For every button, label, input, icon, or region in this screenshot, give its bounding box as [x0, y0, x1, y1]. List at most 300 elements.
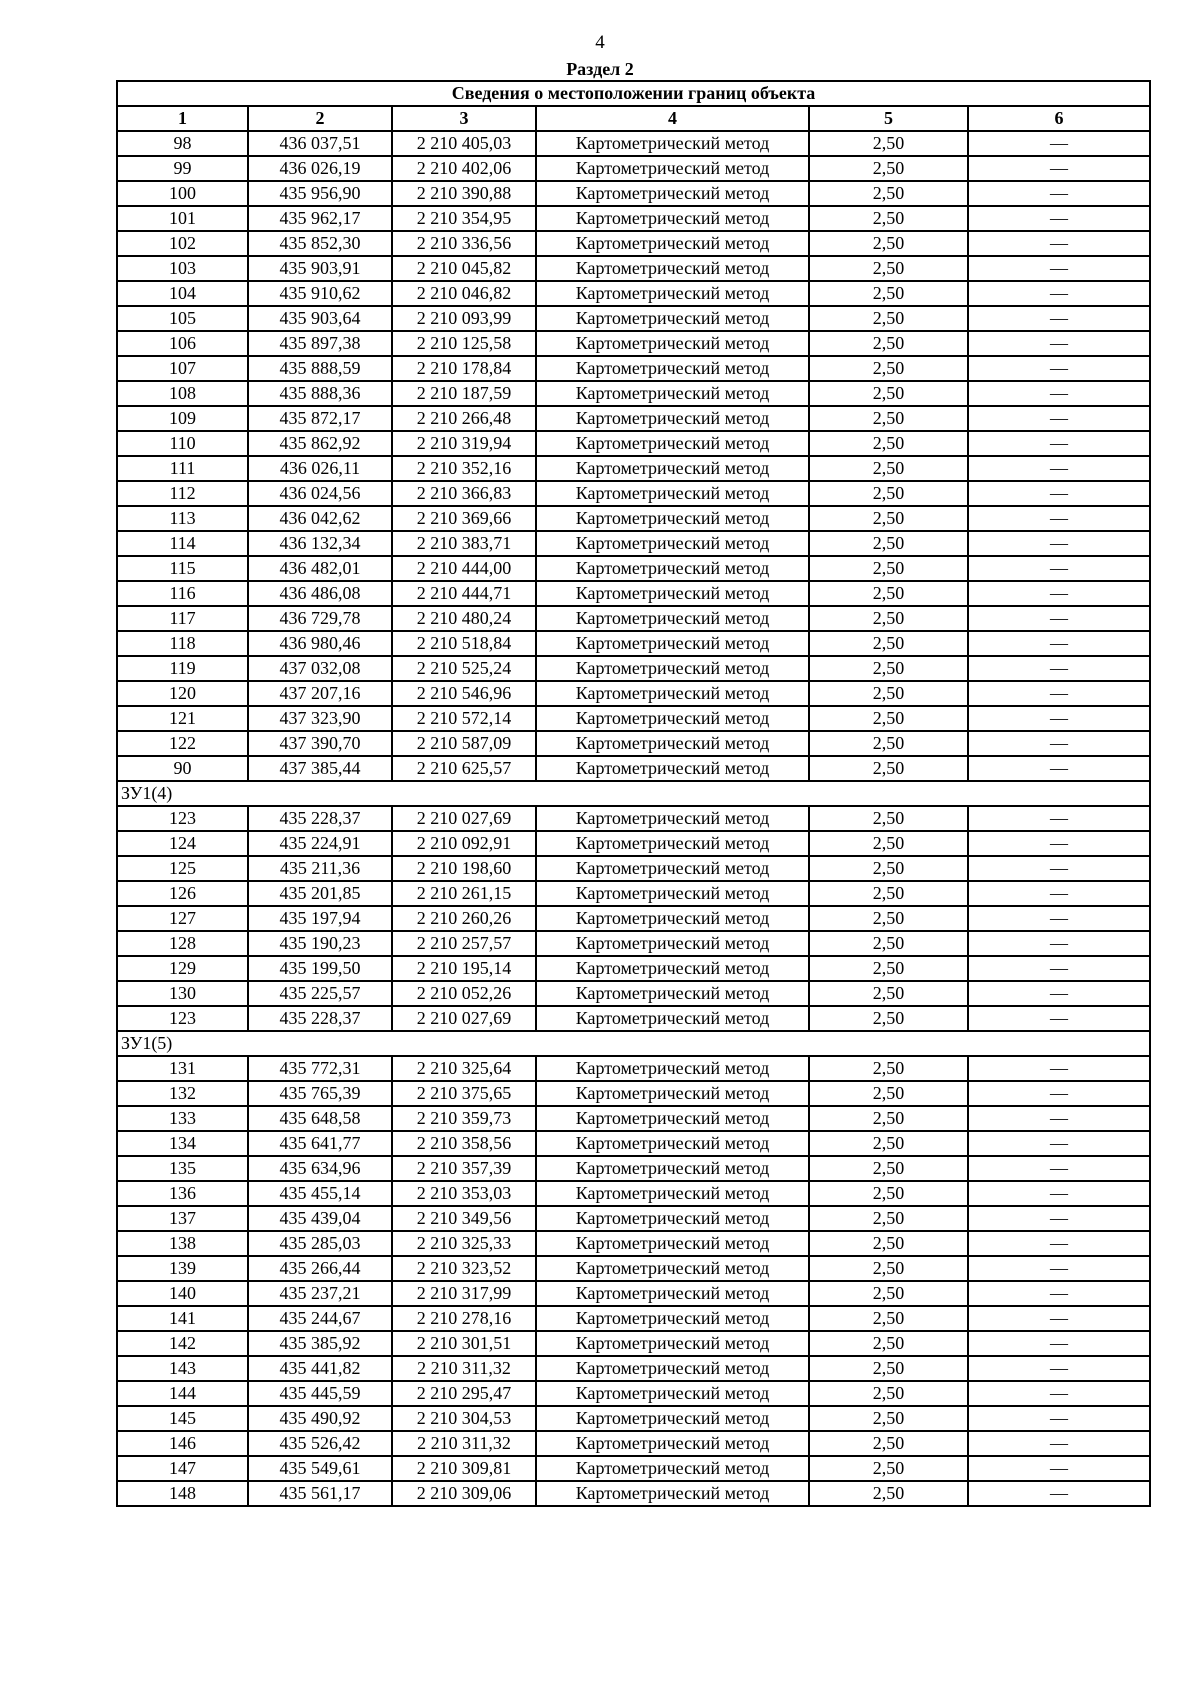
y-coordinate-cell: 2 210 311,32	[392, 1431, 536, 1456]
accuracy-cell: 2,50	[809, 606, 968, 631]
y-coordinate-cell: 2 210 349,56	[392, 1206, 536, 1231]
description-cell: —	[968, 831, 1150, 856]
table-row	[117, 256, 1150, 281]
description-cell: —	[968, 1156, 1150, 1181]
accuracy-cell: 2,50	[809, 756, 968, 781]
method-cell: Картометрический метод	[536, 156, 809, 181]
method-cell: Картометрический метод	[536, 556, 809, 581]
description-cell: —	[968, 1356, 1150, 1381]
table-row	[117, 506, 1150, 531]
x-coordinate-cell: 435 441,82	[248, 1356, 392, 1381]
accuracy-cell: 2,50	[809, 256, 968, 281]
accuracy-cell: 2,50	[809, 681, 968, 706]
description-cell: —	[968, 506, 1150, 531]
y-coordinate-cell: 2 210 359,73	[392, 1106, 536, 1131]
column-number-5: 5	[809, 106, 968, 131]
x-coordinate-cell: 435 224,91	[248, 831, 392, 856]
table-row	[117, 881, 1150, 906]
table-row	[117, 206, 1150, 231]
description-cell: —	[968, 706, 1150, 731]
accuracy-cell: 2,50	[809, 906, 968, 931]
point-number-cell: 109	[117, 406, 248, 431]
x-coordinate-cell: 435 197,94	[248, 906, 392, 931]
y-coordinate-cell: 2 210 295,47	[392, 1381, 536, 1406]
accuracy-cell: 2,50	[809, 1306, 968, 1331]
description-cell: —	[968, 1231, 1150, 1256]
group-label: ЗУ1(5)	[117, 1031, 1150, 1056]
x-coordinate-cell: 435 445,59	[248, 1381, 392, 1406]
method-cell: Картометрический метод	[536, 1231, 809, 1256]
table-row	[117, 756, 1150, 781]
table-row	[117, 956, 1150, 981]
description-cell: —	[968, 456, 1150, 481]
y-coordinate-cell: 2 210 052,26	[392, 981, 536, 1006]
accuracy-cell: 2,50	[809, 1456, 968, 1481]
y-coordinate-cell: 2 210 587,09	[392, 731, 536, 756]
method-cell: Картометрический метод	[536, 881, 809, 906]
description-cell: —	[968, 306, 1150, 331]
y-coordinate-cell: 2 210 187,59	[392, 381, 536, 406]
point-number-cell: 90	[117, 756, 248, 781]
description-cell: —	[968, 1256, 1150, 1281]
point-number-cell: 147	[117, 1456, 248, 1481]
point-number-cell: 113	[117, 506, 248, 531]
x-coordinate-cell: 435 910,62	[248, 281, 392, 306]
table-row	[117, 156, 1150, 181]
description-cell: —	[968, 331, 1150, 356]
description-cell: —	[968, 981, 1150, 1006]
group-label: ЗУ1(4)	[117, 781, 1150, 806]
point-number-cell: 115	[117, 556, 248, 581]
method-cell: Картометрический метод	[536, 1381, 809, 1406]
point-number-cell: 123	[117, 806, 248, 831]
accuracy-cell: 2,50	[809, 581, 968, 606]
table-row	[117, 906, 1150, 931]
column-number-4: 4	[536, 106, 809, 131]
description-cell: —	[968, 731, 1150, 756]
description-cell: —	[968, 1306, 1150, 1331]
accuracy-cell: 2,50	[809, 306, 968, 331]
accuracy-cell: 2,50	[809, 1006, 968, 1031]
method-cell: Картометрический метод	[536, 1081, 809, 1106]
table-row	[117, 406, 1150, 431]
method-cell: Картометрический метод	[536, 256, 809, 281]
method-cell: Картометрический метод	[536, 356, 809, 381]
description-cell: —	[968, 431, 1150, 456]
method-cell: Картометрический метод	[536, 1356, 809, 1381]
description-cell: —	[968, 131, 1150, 156]
point-number-cell: 142	[117, 1331, 248, 1356]
x-coordinate-cell: 435 225,57	[248, 981, 392, 1006]
description-cell: —	[968, 1406, 1150, 1431]
accuracy-cell: 2,50	[809, 656, 968, 681]
method-cell: Картометрический метод	[536, 956, 809, 981]
accuracy-cell: 2,50	[809, 1056, 968, 1081]
method-cell: Картометрический метод	[536, 131, 809, 156]
description-cell: —	[968, 906, 1150, 931]
accuracy-cell: 2,50	[809, 506, 968, 531]
description-cell: —	[968, 281, 1150, 306]
table-row	[117, 1231, 1150, 1256]
x-coordinate-cell: 435 862,92	[248, 431, 392, 456]
table-row	[117, 631, 1150, 656]
accuracy-cell: 2,50	[809, 1356, 968, 1381]
point-number-cell: 128	[117, 931, 248, 956]
x-coordinate-cell: 435 897,38	[248, 331, 392, 356]
page-number: 4	[595, 32, 605, 53]
description-cell: —	[968, 206, 1150, 231]
point-number-cell: 119	[117, 656, 248, 681]
table-row	[117, 456, 1150, 481]
method-cell: Картометрический метод	[536, 306, 809, 331]
point-number-cell: 118	[117, 631, 248, 656]
table-row	[117, 931, 1150, 956]
method-cell: Картометрический метод	[536, 1456, 809, 1481]
table-row	[117, 656, 1150, 681]
point-number-cell: 116	[117, 581, 248, 606]
point-number-cell: 124	[117, 831, 248, 856]
method-cell: Картометрический метод	[536, 706, 809, 731]
description-cell: —	[968, 1056, 1150, 1081]
table-row	[117, 1081, 1150, 1106]
x-coordinate-cell: 435 266,44	[248, 1256, 392, 1281]
accuracy-cell: 2,50	[809, 431, 968, 456]
x-coordinate-cell: 437 385,44	[248, 756, 392, 781]
description-cell: —	[968, 156, 1150, 181]
x-coordinate-cell: 436 042,62	[248, 506, 392, 531]
point-number-cell: 148	[117, 1481, 248, 1506]
description-cell: —	[968, 656, 1150, 681]
method-cell: Картометрический метод	[536, 856, 809, 881]
description-cell: —	[968, 1106, 1150, 1131]
table-row	[117, 1406, 1150, 1431]
x-coordinate-cell: 435 888,36	[248, 381, 392, 406]
point-number-cell: 102	[117, 231, 248, 256]
table-row	[117, 531, 1150, 556]
description-cell: —	[968, 406, 1150, 431]
point-number-cell: 126	[117, 881, 248, 906]
point-number-cell: 104	[117, 281, 248, 306]
description-cell: —	[968, 481, 1150, 506]
y-coordinate-cell: 2 210 325,33	[392, 1231, 536, 1256]
y-coordinate-cell: 2 210 092,91	[392, 831, 536, 856]
x-coordinate-cell: 435 228,37	[248, 1006, 392, 1031]
x-coordinate-cell: 435 634,96	[248, 1156, 392, 1181]
method-cell: Картометрический метод	[536, 1181, 809, 1206]
table-row	[117, 681, 1150, 706]
y-coordinate-cell: 2 210 525,24	[392, 656, 536, 681]
x-coordinate-cell: 435 285,03	[248, 1231, 392, 1256]
table-row	[117, 1331, 1150, 1356]
table-row	[117, 1381, 1150, 1406]
accuracy-cell: 2,50	[809, 1331, 968, 1356]
accuracy-cell: 2,50	[809, 481, 968, 506]
table-row	[117, 731, 1150, 756]
y-coordinate-cell: 2 210 518,84	[392, 631, 536, 656]
method-cell: Картометрический метод	[536, 181, 809, 206]
y-coordinate-cell: 2 210 309,81	[392, 1456, 536, 1481]
y-coordinate-cell: 2 210 390,88	[392, 181, 536, 206]
description-cell: —	[968, 256, 1150, 281]
description-cell: —	[968, 1481, 1150, 1506]
method-cell: Картометрический метод	[536, 681, 809, 706]
method-cell: Картометрический метод	[536, 1106, 809, 1131]
y-coordinate-cell: 2 210 045,82	[392, 256, 536, 281]
x-coordinate-cell: 436 026,19	[248, 156, 392, 181]
y-coordinate-cell: 2 210 195,14	[392, 956, 536, 981]
point-number-cell: 134	[117, 1131, 248, 1156]
point-number-cell: 98	[117, 131, 248, 156]
accuracy-cell: 2,50	[809, 556, 968, 581]
method-cell: Картометрический метод	[536, 756, 809, 781]
accuracy-cell: 2,50	[809, 806, 968, 831]
x-coordinate-cell: 435 199,50	[248, 956, 392, 981]
boundary-coordinates-table	[116, 80, 1151, 1507]
point-number-cell: 99	[117, 156, 248, 181]
method-cell: Картометрический метод	[536, 531, 809, 556]
table-row	[117, 431, 1150, 456]
accuracy-cell: 2,50	[809, 181, 968, 206]
accuracy-cell: 2,50	[809, 631, 968, 656]
method-cell: Картометрический метод	[536, 1006, 809, 1031]
table-row	[117, 331, 1150, 356]
accuracy-cell: 2,50	[809, 331, 968, 356]
table-row	[117, 606, 1150, 631]
method-cell: Картометрический метод	[536, 506, 809, 531]
description-cell: —	[968, 1331, 1150, 1356]
accuracy-cell: 2,50	[809, 1431, 968, 1456]
accuracy-cell: 2,50	[809, 381, 968, 406]
y-coordinate-cell: 2 210 546,96	[392, 681, 536, 706]
point-number-cell: 125	[117, 856, 248, 881]
x-coordinate-cell: 436 729,78	[248, 606, 392, 631]
point-number-cell: 123	[117, 1006, 248, 1031]
accuracy-cell: 2,50	[809, 531, 968, 556]
method-cell: Картометрический метод	[536, 806, 809, 831]
y-coordinate-cell: 2 210 336,56	[392, 231, 536, 256]
table-row	[117, 556, 1150, 581]
table-row	[117, 1356, 1150, 1381]
method-cell: Картометрический метод	[536, 206, 809, 231]
x-coordinate-cell: 435 888,59	[248, 356, 392, 381]
method-cell: Картометрический метод	[536, 906, 809, 931]
column-number-2: 2	[248, 106, 392, 131]
y-coordinate-cell: 2 210 480,24	[392, 606, 536, 631]
description-cell: —	[968, 581, 1150, 606]
method-cell: Картометрический метод	[536, 1256, 809, 1281]
y-coordinate-cell: 2 210 444,00	[392, 556, 536, 581]
point-number-cell: 117	[117, 606, 248, 631]
accuracy-cell: 2,50	[809, 831, 968, 856]
x-coordinate-cell: 436 980,46	[248, 631, 392, 656]
method-cell: Картометрический метод	[536, 381, 809, 406]
y-coordinate-cell: 2 210 093,99	[392, 306, 536, 331]
x-coordinate-cell: 435 772,31	[248, 1056, 392, 1081]
y-coordinate-cell: 2 210 301,51	[392, 1331, 536, 1356]
y-coordinate-cell: 2 210 046,82	[392, 281, 536, 306]
table-body	[117, 81, 1150, 1506]
point-number-cell: 121	[117, 706, 248, 731]
table-row	[117, 581, 1150, 606]
method-cell: Картометрический метод	[536, 456, 809, 481]
accuracy-cell: 2,50	[809, 281, 968, 306]
description-cell: —	[968, 1181, 1150, 1206]
table-row	[117, 1006, 1150, 1031]
method-cell: Картометрический метод	[536, 431, 809, 456]
x-coordinate-cell: 435 641,77	[248, 1131, 392, 1156]
x-coordinate-cell: 437 032,08	[248, 656, 392, 681]
description-cell: —	[968, 556, 1150, 581]
y-coordinate-cell: 2 210 354,95	[392, 206, 536, 231]
method-cell: Картометрический метод	[536, 1331, 809, 1356]
description-cell: —	[968, 606, 1150, 631]
point-number-cell: 111	[117, 456, 248, 481]
table-row	[117, 1306, 1150, 1331]
y-coordinate-cell: 2 210 178,84	[392, 356, 536, 381]
accuracy-cell: 2,50	[809, 731, 968, 756]
accuracy-cell: 2,50	[809, 981, 968, 1006]
table-row	[117, 706, 1150, 731]
method-cell: Картометрический метод	[536, 1056, 809, 1081]
column-number-3: 3	[392, 106, 536, 131]
y-coordinate-cell: 2 210 625,57	[392, 756, 536, 781]
method-cell: Картометрический метод	[536, 406, 809, 431]
y-coordinate-cell: 2 210 352,16	[392, 456, 536, 481]
y-coordinate-cell: 2 210 369,66	[392, 506, 536, 531]
point-number-cell: 112	[117, 481, 248, 506]
x-coordinate-cell: 435 211,36	[248, 856, 392, 881]
table-row	[117, 856, 1150, 881]
table-row	[117, 1431, 1150, 1456]
y-coordinate-cell: 2 210 366,83	[392, 481, 536, 506]
y-coordinate-cell: 2 210 317,99	[392, 1281, 536, 1306]
table-row	[117, 306, 1150, 331]
x-coordinate-cell: 437 207,16	[248, 681, 392, 706]
description-cell: —	[968, 1131, 1150, 1156]
x-coordinate-cell: 435 439,04	[248, 1206, 392, 1231]
description-cell: —	[968, 1381, 1150, 1406]
table-row	[117, 981, 1150, 1006]
x-coordinate-cell: 435 765,39	[248, 1081, 392, 1106]
x-coordinate-cell: 435 455,14	[248, 1181, 392, 1206]
accuracy-cell: 2,50	[809, 956, 968, 981]
accuracy-cell: 2,50	[809, 1156, 968, 1181]
method-cell: Картометрический метод	[536, 831, 809, 856]
table-row	[117, 231, 1150, 256]
y-coordinate-cell: 2 210 260,26	[392, 906, 536, 931]
x-coordinate-cell: 435 549,61	[248, 1456, 392, 1481]
x-coordinate-cell: 437 323,90	[248, 706, 392, 731]
point-number-cell: 144	[117, 1381, 248, 1406]
method-cell: Картометрический метод	[536, 231, 809, 256]
description-cell: —	[968, 1281, 1150, 1306]
y-coordinate-cell: 2 210 278,16	[392, 1306, 536, 1331]
y-coordinate-cell: 2 210 402,06	[392, 156, 536, 181]
group-label-row	[117, 1031, 1150, 1056]
table-row	[117, 1181, 1150, 1206]
y-coordinate-cell: 2 210 311,32	[392, 1356, 536, 1381]
method-cell: Картометрический метод	[536, 731, 809, 756]
y-coordinate-cell: 2 210 319,94	[392, 431, 536, 456]
y-coordinate-cell: 2 210 257,57	[392, 931, 536, 956]
y-coordinate-cell: 2 210 358,56	[392, 1131, 536, 1156]
table-row	[117, 1256, 1150, 1281]
x-coordinate-cell: 435 956,90	[248, 181, 392, 206]
point-number-cell: 127	[117, 906, 248, 931]
point-number-cell: 105	[117, 306, 248, 331]
x-coordinate-cell: 436 026,11	[248, 456, 392, 481]
y-coordinate-cell: 2 210 198,60	[392, 856, 536, 881]
table-row	[117, 356, 1150, 381]
table-row	[117, 1056, 1150, 1081]
table-row	[117, 1206, 1150, 1231]
table-row	[117, 131, 1150, 156]
point-number-cell: 120	[117, 681, 248, 706]
x-coordinate-cell: 435 903,64	[248, 306, 392, 331]
table-row	[117, 1481, 1150, 1506]
y-coordinate-cell: 2 210 353,03	[392, 1181, 536, 1206]
method-cell: Картометрический метод	[536, 631, 809, 656]
point-number-cell: 103	[117, 256, 248, 281]
accuracy-cell: 2,50	[809, 1231, 968, 1256]
x-coordinate-cell: 435 237,21	[248, 1281, 392, 1306]
description-cell: —	[968, 181, 1150, 206]
point-number-cell: 137	[117, 1206, 248, 1231]
accuracy-cell: 2,50	[809, 856, 968, 881]
x-coordinate-cell: 435 201,85	[248, 881, 392, 906]
accuracy-cell: 2,50	[809, 231, 968, 256]
description-cell: —	[968, 1431, 1150, 1456]
accuracy-cell: 2,50	[809, 931, 968, 956]
description-cell: —	[968, 806, 1150, 831]
accuracy-cell: 2,50	[809, 406, 968, 431]
method-cell: Картометрический метод	[536, 1206, 809, 1231]
description-cell: —	[968, 881, 1150, 906]
x-coordinate-cell: 436 486,08	[248, 581, 392, 606]
description-cell: —	[968, 531, 1150, 556]
accuracy-cell: 2,50	[809, 1206, 968, 1231]
y-coordinate-cell: 2 210 027,69	[392, 1006, 536, 1031]
method-cell: Картометрический метод	[536, 1481, 809, 1506]
point-number-cell: 101	[117, 206, 248, 231]
y-coordinate-cell: 2 210 309,06	[392, 1481, 536, 1506]
accuracy-cell: 2,50	[809, 1481, 968, 1506]
description-cell: —	[968, 856, 1150, 881]
y-coordinate-cell: 2 210 027,69	[392, 806, 536, 831]
point-number-cell: 106	[117, 331, 248, 356]
accuracy-cell: 2,50	[809, 1381, 968, 1406]
point-number-cell: 133	[117, 1106, 248, 1131]
x-coordinate-cell: 436 024,56	[248, 481, 392, 506]
point-number-cell: 129	[117, 956, 248, 981]
description-cell: —	[968, 931, 1150, 956]
method-cell: Картометрический метод	[536, 931, 809, 956]
description-cell: —	[968, 381, 1150, 406]
description-cell: —	[968, 1456, 1150, 1481]
table-row	[117, 381, 1150, 406]
y-coordinate-cell: 2 210 266,48	[392, 406, 536, 431]
description-cell: —	[968, 356, 1150, 381]
accuracy-cell: 2,50	[809, 206, 968, 231]
method-cell: Картометрический метод	[536, 581, 809, 606]
point-number-cell: 108	[117, 381, 248, 406]
x-coordinate-cell: 435 244,67	[248, 1306, 392, 1331]
y-coordinate-cell: 2 210 261,15	[392, 881, 536, 906]
x-coordinate-cell: 435 872,17	[248, 406, 392, 431]
method-cell: Картометрический метод	[536, 606, 809, 631]
table-row	[117, 806, 1150, 831]
y-coordinate-cell: 2 210 304,53	[392, 1406, 536, 1431]
